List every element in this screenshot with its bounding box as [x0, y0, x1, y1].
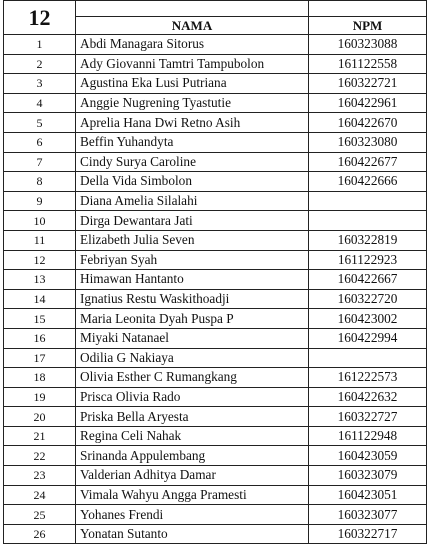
student-npm: 160423051: [309, 485, 427, 505]
row-number: 21: [4, 426, 76, 446]
row-number: 23: [4, 466, 76, 486]
row-number: 4: [4, 93, 76, 113]
header-name: NAMA: [76, 17, 309, 35]
student-npm: 160323080: [309, 132, 427, 152]
row-number: 10: [4, 211, 76, 231]
row-number: 15: [4, 309, 76, 329]
student-name: Agustina Eka Lusi Putriana: [76, 74, 309, 94]
student-name: Ady Giovanni Tamtri Tampubolon: [76, 54, 309, 74]
table-row: [4, 230, 427, 250]
student-npm: 160323077: [309, 505, 427, 525]
table-row: [4, 172, 427, 192]
student-npm: 160323088: [309, 35, 427, 55]
row-number: 25: [4, 505, 76, 525]
student-npm: [309, 348, 427, 368]
student-name: Olivia Esther C Rumangkang: [76, 368, 309, 388]
row-number: 19: [4, 387, 76, 407]
row-number: 2: [4, 54, 76, 74]
row-number: 24: [4, 485, 76, 505]
student-table: [3, 0, 427, 544]
table-row: [4, 191, 427, 211]
student-npm: 161122948: [309, 426, 427, 446]
table-row: [4, 446, 427, 466]
student-npm: 160322721: [309, 74, 427, 94]
table-row: [4, 485, 427, 505]
row-number: 22: [4, 446, 76, 466]
row-number: 9: [4, 191, 76, 211]
student-name: Ignatius Restu Waskithoadji: [76, 289, 309, 309]
student-npm: 161122923: [309, 250, 427, 270]
row-number: 1: [4, 35, 76, 55]
row-number: 8: [4, 172, 76, 192]
row-number: 3: [4, 74, 76, 94]
row-number: 5: [4, 113, 76, 133]
table-row: [4, 93, 427, 113]
student-name: Anggie Nugrening Tyastutie: [76, 93, 309, 113]
student-name: Maria Leonita Dyah Puspa P: [76, 309, 309, 329]
student-name: Diana Amelia Silalahi: [76, 191, 309, 211]
table-row: [4, 270, 427, 290]
student-name: Abdi Managara Sitorus: [76, 35, 309, 55]
group-roster-sheet: [3, 0, 426, 544]
table-row: [4, 505, 427, 525]
blank-cell: [76, 1, 309, 17]
blank-cell: [309, 1, 427, 17]
table-row: [4, 152, 427, 172]
row-number: 6: [4, 132, 76, 152]
header-npm: NPM: [309, 17, 427, 35]
student-npm: 160422670: [309, 113, 427, 133]
table-row: [4, 524, 427, 544]
student-name: Elizabeth Julia Seven: [76, 230, 309, 250]
table-row: [4, 74, 427, 94]
row-number: 12: [4, 250, 76, 270]
student-name: Priska Bella Aryesta: [76, 407, 309, 427]
student-name: Vimala Wahyu Angga Pramesti: [76, 485, 309, 505]
table-row: [4, 211, 427, 231]
student-npm: [309, 211, 427, 231]
student-name: Miyaki Natanael: [76, 328, 309, 348]
student-name: Valderian Adhitya Damar: [76, 466, 309, 486]
row-number: 20: [4, 407, 76, 427]
row-number: 26: [4, 524, 76, 544]
row-number: 13: [4, 270, 76, 290]
table-row: [4, 466, 427, 486]
student-npm: 160423059: [309, 446, 427, 466]
table-row: [4, 368, 427, 388]
student-name: Himawan Hantanto: [76, 270, 309, 290]
table-row: [4, 289, 427, 309]
student-name: Odilia G Nakiaya: [76, 348, 309, 368]
student-npm: 160422667: [309, 270, 427, 290]
student-name: Yonatan Sutanto: [76, 524, 309, 544]
student-npm: 160423002: [309, 309, 427, 329]
student-name: Febriyan Syah: [76, 250, 309, 270]
student-name: Della Vida Simbolon: [76, 172, 309, 192]
student-npm: 160322727: [309, 407, 427, 427]
student-name: Regina Celi Nahak: [76, 426, 309, 446]
row-number: 7: [4, 152, 76, 172]
table-row: [4, 348, 427, 368]
row-number: 16: [4, 328, 76, 348]
student-name: Yohanes Frendi: [76, 505, 309, 525]
student-npm: 160422994: [309, 328, 427, 348]
student-npm: 160422677: [309, 152, 427, 172]
table-row: [4, 426, 427, 446]
table-row: [4, 113, 427, 133]
table-row: [4, 35, 427, 55]
student-npm: 160422961: [309, 93, 427, 113]
row-number: 14: [4, 289, 76, 309]
table-row: [4, 132, 427, 152]
table-row: [4, 54, 427, 74]
student-npm: [309, 191, 427, 211]
student-npm: 160322717: [309, 524, 427, 544]
top-blank-row: [4, 1, 427, 17]
table-row: [4, 407, 427, 427]
student-name: Srinanda Appulembang: [76, 446, 309, 466]
table-row: [4, 250, 427, 270]
student-name: Cindy Surya Caroline: [76, 152, 309, 172]
student-npm: 161122558: [309, 54, 427, 74]
group-number: 12: [4, 1, 76, 35]
student-npm: 160422666: [309, 172, 427, 192]
table-row: [4, 387, 427, 407]
student-npm: 160323079: [309, 466, 427, 486]
row-number: 17: [4, 348, 76, 368]
student-name: Beffin Yuhandyta: [76, 132, 309, 152]
student-npm: 160322720: [309, 289, 427, 309]
table-body: [4, 35, 427, 544]
table-row: [4, 309, 427, 329]
student-name: Aprelia Hana Dwi Retno Asih: [76, 113, 309, 133]
row-number: 18: [4, 368, 76, 388]
student-npm: 160422632: [309, 387, 427, 407]
student-name: Dirga Dewantara Jati: [76, 211, 309, 231]
row-number: 11: [4, 230, 76, 250]
student-npm: 160322819: [309, 230, 427, 250]
student-npm: 161222573: [309, 368, 427, 388]
table-row: [4, 328, 427, 348]
student-name: Prisca Olivia Rado: [76, 387, 309, 407]
